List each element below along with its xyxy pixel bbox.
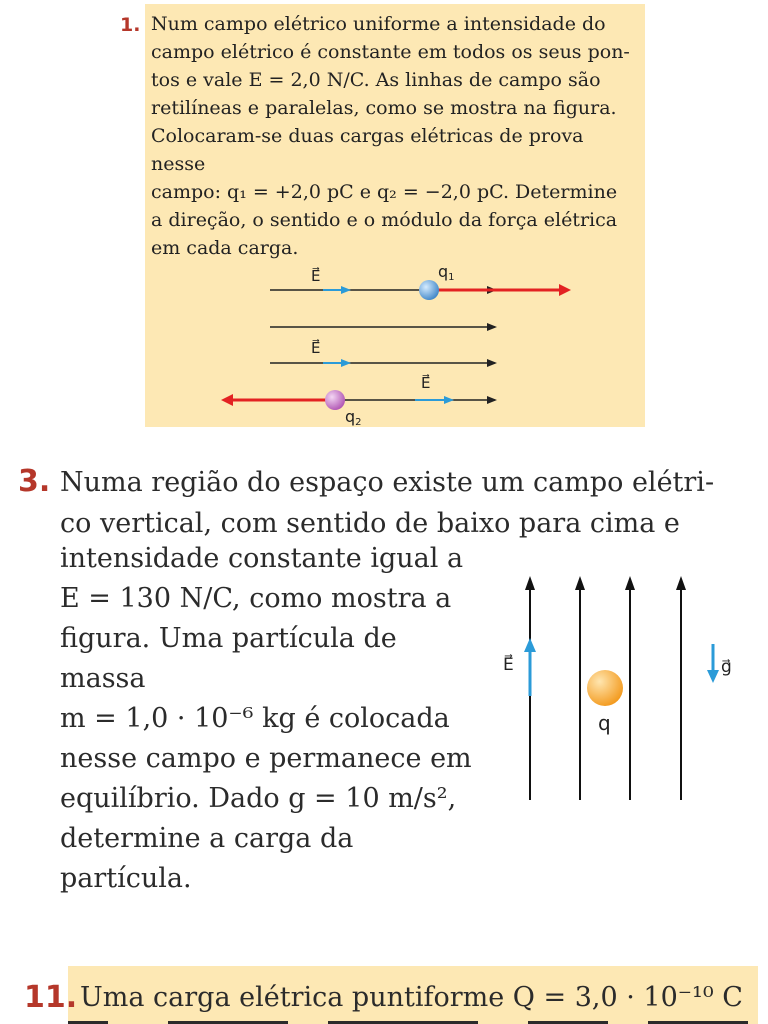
- exercise-1-line: em cada carga.: [151, 237, 299, 259]
- exercise-1-statement: [151, 10, 643, 262]
- field-vector-label: E⃗: [503, 655, 514, 675]
- exercise-1-line: a direção, o sentido e o módulo da força elétrica: [151, 209, 618, 231]
- charge-q2-label: q2: [345, 407, 362, 427]
- exercise-1-line: Num campo elétrico uniforme a intensidade do: [151, 13, 606, 35]
- exercise-3-line: determine a carga da partícula.: [60, 823, 354, 894]
- next-line-partial: [68, 1018, 758, 1024]
- vertical-field-line-4: [676, 576, 686, 800]
- vertical-field-line-3: [625, 576, 635, 800]
- exercise-3-line: equilíbrio. Dado g = 10 m/s²,: [60, 783, 457, 814]
- gravity-vector-label: g⃗: [721, 657, 732, 677]
- exercise-1-field-figure: [145, 245, 645, 427]
- field-vector-arrow: [415, 396, 454, 404]
- exercise-1-line: tos e vale E = 2,0 N/C. As linhas de campo são: [151, 69, 601, 91]
- field-vector-label: E⃗: [421, 374, 431, 392]
- exercise-3-line: m = 1,0 · 10⁻⁶ kg é colocada: [60, 703, 450, 734]
- gravity-vector-arrow: [707, 644, 719, 683]
- exercise-11-statement: Uma carga elétrica puntiforme Q = 3,0 · 10⁻¹⁰ C: [80, 982, 743, 1013]
- charge-q1: [419, 280, 439, 300]
- exercise-3-number: 3.: [18, 464, 51, 499]
- exercise-3-line: Numa região do espaço existe um campo elétri-: [60, 467, 715, 498]
- exercise-3-line: nesse campo e permanece em: [60, 743, 472, 774]
- field-line-3: [270, 359, 497, 367]
- field-vector-arrow: [524, 638, 536, 696]
- field-vector-arrow: [323, 286, 351, 294]
- exercise-1-line: campo elétrico é constante em todos os seus pon-: [151, 41, 630, 63]
- field-line-2: [270, 323, 497, 331]
- force-on-q1-arrow: [437, 284, 571, 296]
- exercise-3-line: figura. Uma partícula de massa: [60, 623, 397, 694]
- exercise-3-line: co vertical, com sentido de baixo para cima e: [60, 508, 680, 539]
- force-on-q2-arrow: [221, 394, 327, 406]
- exercise-3-statement-wide: [60, 462, 742, 544]
- exercise-3-line: intensidade constante igual a: [60, 543, 464, 574]
- exercise-3-statement-narrow: [60, 539, 488, 899]
- vertical-field-line-2: [575, 576, 585, 800]
- exercise-3-field-figure: [495, 560, 755, 810]
- exercise-1-line: Colocaram-se duas cargas elétricas de prova nesse: [151, 125, 584, 175]
- charge-q1-label: q1: [438, 262, 455, 283]
- particle-label: q: [598, 711, 611, 735]
- exercise-3-line: E = 130 N/C, como mostra a: [60, 583, 452, 614]
- particle: [587, 670, 623, 706]
- exercise-1-line: campo: q₁ = +2,0 pC e q₂ = −2,0 pC. Determine: [151, 181, 618, 203]
- exercise-1-line: retilíneas e paralelas, como se mostra na figura.: [151, 97, 617, 119]
- field-vector-label: E⃗: [311, 339, 321, 357]
- field-vector-label: E⃗: [311, 267, 321, 285]
- exercise-1-number: 1.: [120, 14, 141, 36]
- exercise-11-number: 11.: [24, 980, 78, 1015]
- charge-q2: [325, 390, 345, 410]
- field-vector-arrow: [323, 359, 351, 367]
